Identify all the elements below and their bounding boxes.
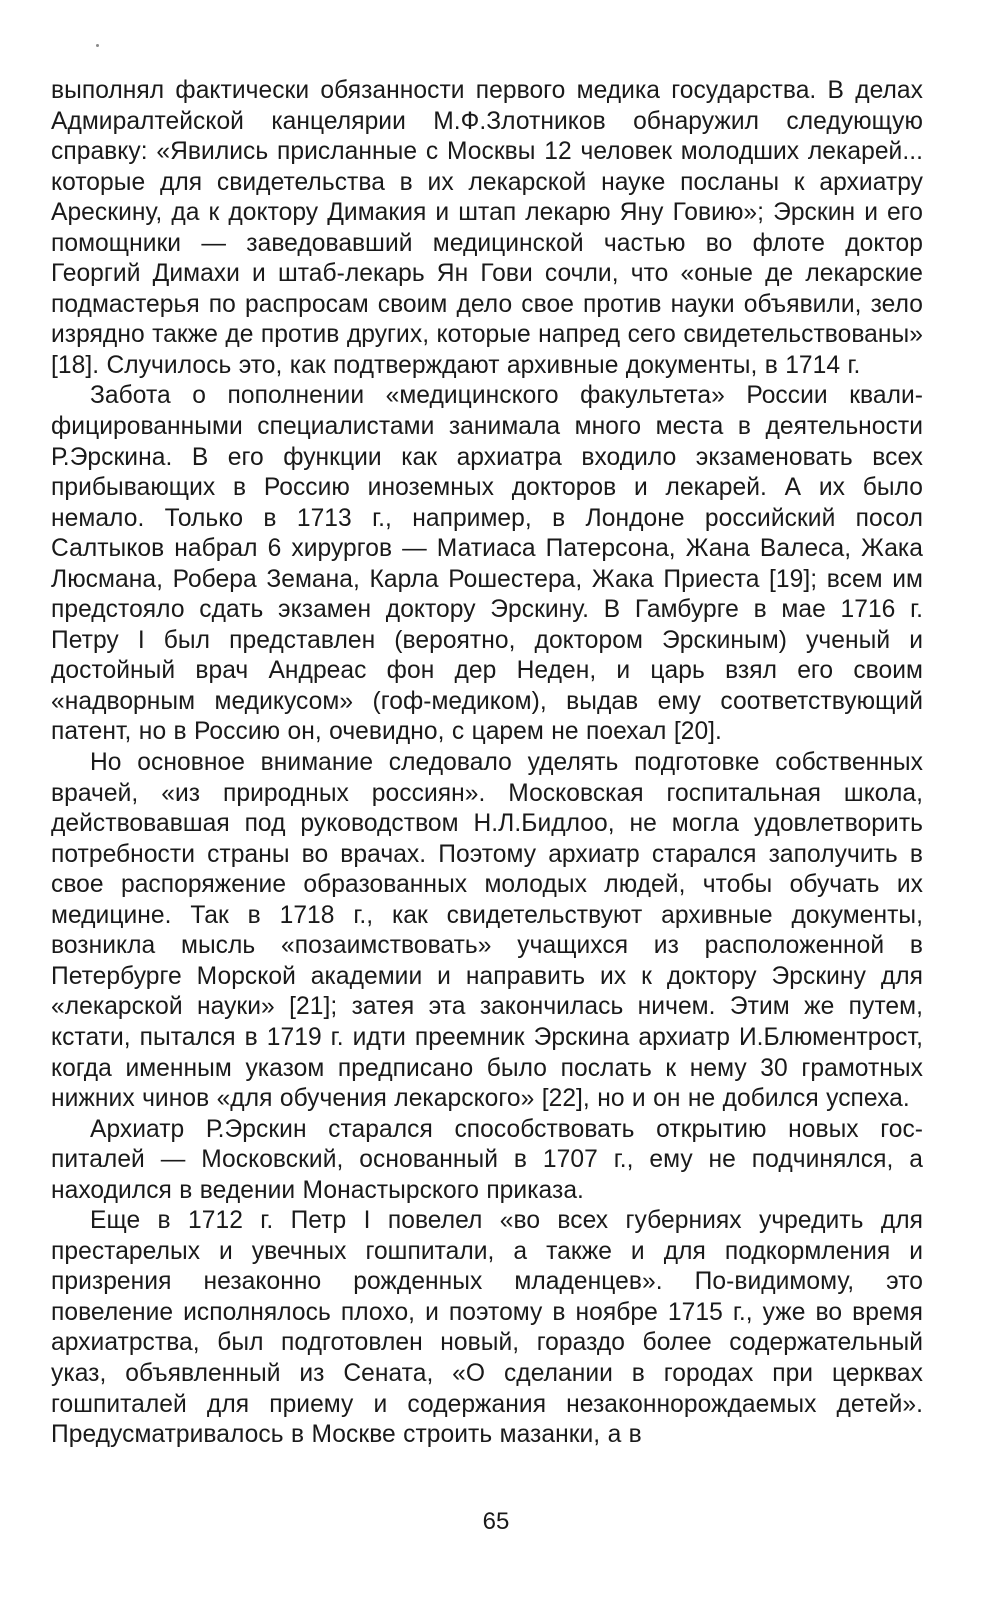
page-number: 65	[482, 1508, 510, 1535]
paragraph-4: Архиатр Р.Эрскин старался способствовать открытию новых госпиталей — Московский, основанный в 1707 г., ему не подчинялся, а находился в ведении Монастырского приказа.	[51, 1115, 923, 1204]
body-text	[51, 76, 923, 1451]
paragraph-3: Но основное внимание следовало уделять подготовке собственных врачей, «из природных россиян». Московская госпитальная школа, действовавшая под руководством Н.Л.Бидлоо, не могла удовлетворить потребности страны во врачах. Поэтому архиатр старался заполучить в свое распоряжение образованных молодых людей, чтобы обучать их медицине. Так в 1718 г., как свидетельствуют архивные документы, возникла мысль «позаимствовать» учащихся из расположенной в Петербурге Морской академии и направить их к доктору Эрскину для «лекарской науки» [21]; затея эта закончилась ничем. Этим же путем, кстати, пытался в 1719 г. идти преемник Эрскина архиатр И.Блюментрост, когда именным указом предписано было послать к нему 30 грамотных нижних чинов «для обучения лекарского» [22], но и он не добился успеха.	[51, 749, 923, 1113]
paragraph-5: Еще в 1712 г. Петр I повелел «во всех губерниях учредить для престарелых и увечных гошпитали, а также и для подкормления и призрения незаконно рожденных младенцев». По-видимому, это повеление исполнялось плохо, и поэтому в ноябре 1715 г., уже во время архиатрства, был подготовлен новый, гораздо более содержательный указ, объявленный из Сената, «О сделании в городах при церквах гошпиталей для приему и содержания незаконнорождаемых детей». Предусматривалось в Москве строить мазанки, а в	[51, 1207, 923, 1449]
paragraph-1: выполнял фактически обязанности первого медика государства. В делах Адмиралтейской канцелярии М.Ф.Злотников обнаружил следующую справку: «Явились присланные с Москвы 12 человек молодших лекарей... которые для свидетельства в их лекарской науке посланы к архиатру Арескину, да к доктору Димакия и штап лекарю Яну Говию»; Эрскин и его помощники — заведовавший медицинской частью во флоте доктор Георгий Димахи и штаб-лекарь Ян Гови сочли, что «оные де лекарские подмастерья по распросам своим дело свое против науки объявили, зело изрядно также де против других, которые напред сего свидетельствованы» [18]. Случилось это, как подтверждают архивные документы, в 1714 г.	[51, 77, 923, 379]
scan-speck	[96, 44, 99, 47]
paragraph-2: Забота о пополнении «медицинского факультета» России квалифицированными специалистами занимала много места в деятельности Р.Эрскина. В его функции как архиатра входило экзаменовать всех прибывающих в Россию иноземных докторов и лекарей. А их было немало. Только в 1713 г., например, в Лондоне российский посол Салтыков набрал 6 хирургов — Матиаса Патерсона, Жана Валеса, Жака Люсмана, Робера Земана, Карла Рошестера, Жака Приеста [19]; всем им предстояло сдать экзамен доктору Эрскину. В Гамбурге в мае 1716 г. Петру I был представлен (вероятно, доктором Эрскиным) ученый и достойный врач Андреас фон дер Неден, и царь взял его своим «надворным медикусом» (гоф-медиком), выдав ему соответствующий патент, но в Россию он, очевидно, с царем не поехал [20].	[51, 382, 923, 746]
